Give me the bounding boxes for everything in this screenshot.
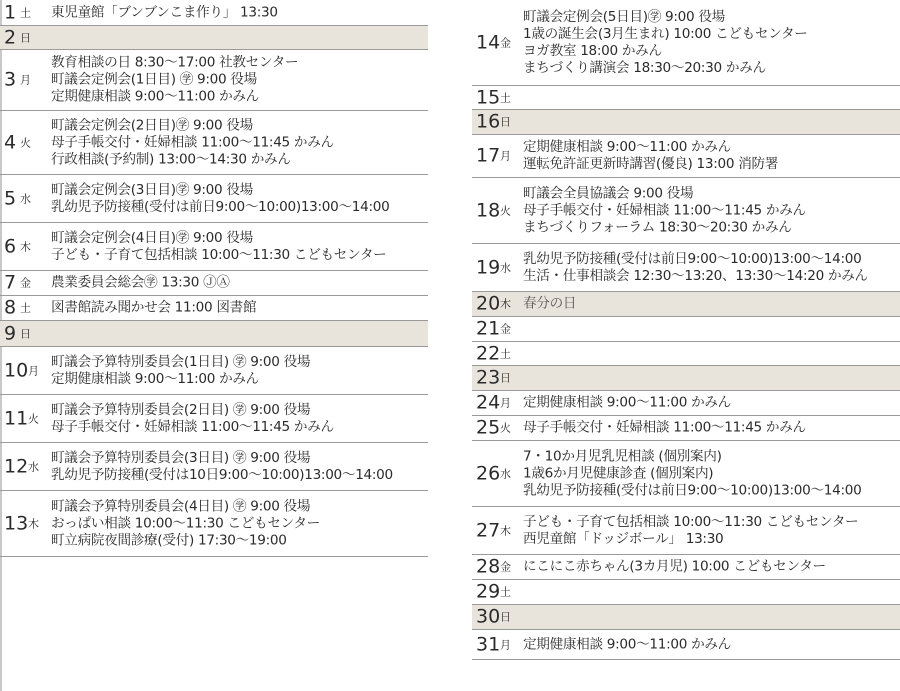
event-item: 定期健康相談 9:00〜11:00 かみん <box>51 370 259 387</box>
weekday-label: 木 <box>500 524 511 537</box>
weekday-label: 木 <box>20 240 31 253</box>
day-row-5 <box>0 175 428 223</box>
event-item: 1歳の誕生会(3月生まれ) 10:00 こどもセンター <box>523 25 808 42</box>
day-row-12 <box>0 443 428 491</box>
day-row-28 <box>472 555 900 580</box>
day-number: 4 <box>4 131 17 153</box>
event-item: 定期健康相談 9:00〜11:00 かみん <box>523 394 731 411</box>
day-number: 23 <box>476 366 501 389</box>
day-number: 9 <box>4 322 17 344</box>
day-number: 14 <box>476 31 501 53</box>
day-number: 22 <box>476 342 501 364</box>
day-row-23 <box>472 366 900 391</box>
day-number: 18 <box>476 199 501 221</box>
weekday-label: 日 <box>20 31 31 44</box>
event-item: 子ども・子育て包括相談 10:00〜11:30 こどもセンター <box>51 246 387 263</box>
weekday-label: 日 <box>500 115 511 129</box>
weekday-label: 月 <box>500 396 511 410</box>
weekday-label: 金 <box>500 560 511 574</box>
event-item: 図書館読み聞かせ会 11:00 図書館 <box>51 299 257 316</box>
event-item: 町議会予算特別委員会(2日目) ㊫ 9:00 役場 <box>51 401 311 418</box>
event-item: 7・10か月児乳児相談 (個別案内) <box>523 448 722 464</box>
day-row-25 <box>472 416 900 441</box>
day-number: 6 <box>4 235 17 257</box>
weekday-label: 月 <box>20 73 31 87</box>
day-row-22 <box>472 342 900 366</box>
day-number: 16 <box>476 110 501 133</box>
weekday-label: 金 <box>500 322 511 336</box>
event-item: 乳幼児予防接種(受付は前日9:00〜10:00)13:00〜14:00 <box>523 482 862 498</box>
event-list <box>523 420 806 437</box>
event-list <box>523 9 808 77</box>
weekday-label: 水 <box>500 467 511 480</box>
event-item: 西児童館「ドッジボール」 13:30 <box>523 530 724 547</box>
event-list <box>523 636 731 653</box>
weekday-label: 日 <box>500 610 511 624</box>
calendar-column-right <box>472 0 900 660</box>
day-row-4 <box>0 111 428 175</box>
weekday-label: 金 <box>500 36 511 49</box>
event-item: 町立病院夜間診療(受付) 17:30〜19:00 <box>51 532 287 548</box>
event-item: おっぱい相談 10:00〜11:30 こどもセンター <box>51 515 320 531</box>
event-item: 定期健康相談 9:00〜11:00 かみん <box>523 636 731 652</box>
day-row-20 <box>472 292 900 317</box>
day-number: 30 <box>476 605 501 628</box>
day-number: 11 <box>4 407 29 429</box>
day-row-1 <box>0 0 428 26</box>
day-row-29 <box>472 580 900 605</box>
day-number: 28 <box>476 555 501 578</box>
event-item: 町議会定例会(5日目)㊫ 9:00 役場 <box>523 8 725 25</box>
day-number: 13 <box>4 512 29 534</box>
weekday-label: 月 <box>500 149 511 163</box>
day-row-3 <box>0 50 428 111</box>
day-row-26 <box>472 441 900 507</box>
event-item: 母子手帳交付・妊婦相談 11:00〜11:45 かみん <box>51 134 334 150</box>
day-number: 25 <box>476 416 501 439</box>
weekday-label: 水 <box>28 460 39 473</box>
day-number: 2 <box>4 26 17 48</box>
weekday-label: 火 <box>500 421 511 435</box>
calendar-column-left <box>0 0 428 557</box>
day-row-8 <box>0 296 428 321</box>
event-item: まちづくり講演会 18:30〜20:30 かみん <box>523 59 766 76</box>
event-list <box>51 182 389 216</box>
weekday-label: 月 <box>500 638 511 651</box>
day-row-18 <box>472 178 900 244</box>
day-row-27 <box>472 507 900 555</box>
event-item: 定期健康相談 9:00〜11:00 かみん <box>523 139 731 155</box>
day-row-13 <box>0 491 428 557</box>
event-list <box>51 402 334 436</box>
day-number: 19 <box>476 256 501 278</box>
weekday-label: 土 <box>500 347 511 360</box>
day-row-2 <box>0 26 428 50</box>
day-row-9 <box>0 321 428 347</box>
event-list <box>51 300 256 317</box>
event-list <box>523 296 576 313</box>
day-number: 10 <box>4 359 29 381</box>
day-number: 5 <box>4 187 17 209</box>
event-item: 東児童館「ブンブンこま作り」 13:30 <box>51 4 278 20</box>
event-item: 定期健康相談 9:00〜11:00 かみん <box>51 88 259 105</box>
event-item: 乳幼児予防接種(受付は10日9:00〜10:00)13:00〜14:00 <box>51 466 393 483</box>
event-list <box>51 275 230 292</box>
event-item: 町議会定例会(1日目) ㊫ 9:00 役場 <box>51 71 257 88</box>
day-row-11 <box>0 395 428 443</box>
day-row-24 <box>472 391 900 416</box>
event-list <box>51 117 334 168</box>
weekday-label: 火 <box>28 412 39 425</box>
event-item: 行政相談(予約制) 13:00〜14:30 かみん <box>51 151 291 167</box>
weekday-label: 土 <box>500 91 511 104</box>
event-list <box>523 395 731 412</box>
event-list <box>523 448 861 499</box>
event-item: 乳幼児予防接種(受付は前日9:00〜10:00)13:00〜14:00 <box>51 198 390 215</box>
day-row-6 <box>0 223 428 271</box>
day-row-16 <box>472 110 900 135</box>
event-list <box>51 230 386 264</box>
holiday-label: 春分の日 <box>523 295 577 312</box>
weekday-label: 日 <box>500 371 511 385</box>
day-number: 7 <box>4 271 17 294</box>
event-list <box>51 354 310 388</box>
event-list <box>523 251 868 285</box>
weekday-label: 木 <box>28 517 39 530</box>
event-list <box>523 139 778 173</box>
day-number: 21 <box>476 317 501 340</box>
weekday-label: 木 <box>500 297 511 311</box>
day-row-14 <box>472 0 900 86</box>
day-number: 31 <box>476 633 501 655</box>
event-item: 農業委員会総会㊫ 13:30 ⒿⒶ <box>51 274 230 291</box>
weekday-label: 火 <box>20 136 31 149</box>
day-row-17 <box>472 135 900 178</box>
event-list <box>523 185 806 236</box>
weekday-label: 水 <box>500 261 511 274</box>
event-item: 乳幼児予防接種(受付は前日9:00〜10:00)13:00〜14:00 <box>523 250 862 267</box>
event-item: 母子手帳交付・妊婦相談 11:00〜11:45 かみん <box>51 418 334 435</box>
weekday-label: 土 <box>500 585 511 599</box>
day-number: 15 <box>476 86 501 108</box>
weekday-label: 金 <box>20 276 31 290</box>
event-item: 母子手帳交付・妊婦相談 11:00〜11:45 かみん <box>523 419 806 436</box>
day-number: 3 <box>4 68 17 91</box>
day-number: 20 <box>476 292 501 315</box>
event-item: 1歳6か月児健康診査 (個別案内) <box>523 465 714 481</box>
weekday-label: 水 <box>20 192 31 205</box>
event-list <box>523 559 826 576</box>
weekday-label: 土 <box>20 6 31 19</box>
day-row-19 <box>472 244 900 292</box>
event-item: 町議会予算特別委員会(4日目) ㊫ 9:00 役場 <box>51 498 311 514</box>
day-row-31 <box>472 630 900 660</box>
event-list <box>51 55 298 106</box>
event-list <box>51 498 320 549</box>
event-item: 子ども・子育て包括相談 10:00〜11:30 こどもセンター <box>523 513 859 530</box>
event-item: 町議会定例会(3日目)㊫ 9:00 役場 <box>51 181 253 198</box>
event-item: 町議会定例会(2日目)㊫ 9:00 役場 <box>51 117 253 133</box>
event-item: 町議会予算特別委員会(3日目) ㊫ 9:00 役場 <box>51 449 311 466</box>
weekday-label: 月 <box>28 364 39 377</box>
day-number: 8 <box>4 296 17 319</box>
event-item: 町議会予算特別委員会(1日目) ㊫ 9:00 役場 <box>51 353 311 370</box>
event-item: 生活・仕事相談会 12:30〜13:20、13:30〜14:20 かみん <box>523 267 868 284</box>
weekday-label: 火 <box>500 204 511 217</box>
event-item: 町議会全員協議会 9:00 役場 <box>523 185 694 201</box>
event-list <box>51 4 278 21</box>
event-item: 町議会定例会(4日目)㊫ 9:00 役場 <box>51 229 253 246</box>
day-number: 17 <box>476 144 501 167</box>
day-row-7 <box>0 271 428 296</box>
day-number: 1 <box>4 1 17 23</box>
day-row-10 <box>0 347 428 395</box>
event-item: 母子手帳交付・妊婦相談 11:00〜11:45 かみん <box>523 202 806 218</box>
day-number: 27 <box>476 519 501 541</box>
day-row-15 <box>472 86 900 110</box>
event-item: ヨガ教室 18:00 かみん <box>523 42 662 59</box>
day-number: 26 <box>476 462 501 484</box>
day-number: 24 <box>476 391 501 414</box>
day-row-21 <box>472 317 900 342</box>
event-list <box>523 514 858 548</box>
event-item: にこにこ赤ちゃん(3カ月児) 10:00 こどもセンター <box>523 558 826 575</box>
weekday-label: 日 <box>20 327 31 340</box>
event-item: まちづくりフォーラム 18:30〜20:30 かみん <box>523 219 792 235</box>
day-number: 12 <box>4 455 29 477</box>
day-number: 29 <box>476 580 501 603</box>
event-item: 教育相談の日 8:30〜17:00 社教センター <box>51 54 299 71</box>
weekday-label: 土 <box>20 301 31 315</box>
event-item: 運転免許証更新時講習(優良) 13:00 消防署 <box>523 156 779 172</box>
event-list <box>51 450 393 484</box>
day-row-30 <box>472 605 900 630</box>
